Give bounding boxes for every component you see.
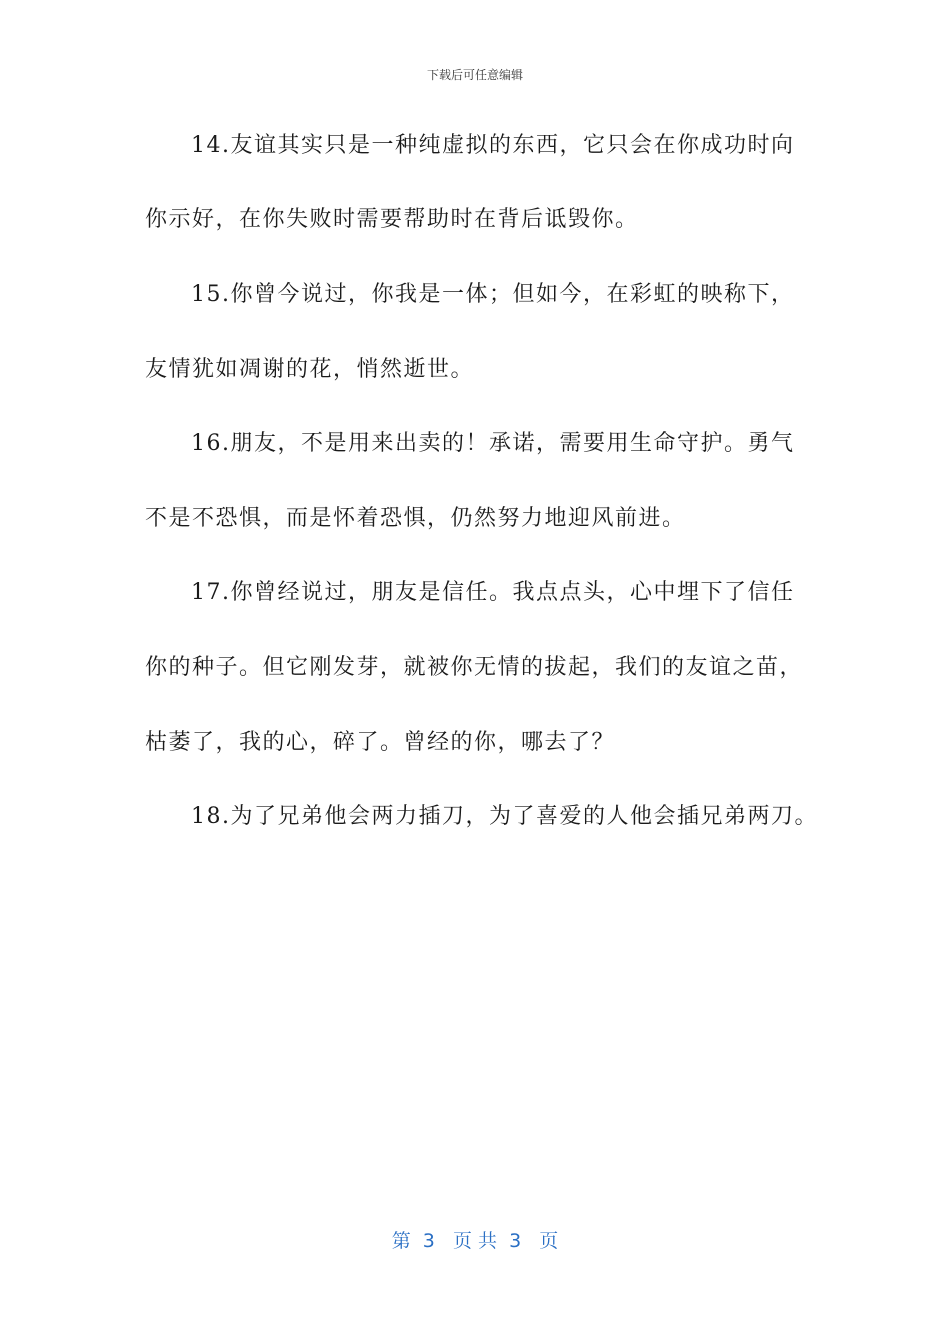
page-footer-page-number: 第 3 页 共 3 页 [391,1230,559,1252]
paragraph-14-line-2: 你示好，在你失败时需要帮助时在背后诋毁你。 [145,207,639,232]
paragraph-18-line-1: 18.为了兄弟他会两力插刀，为了喜爱的人他会插兄弟两刀。 [191,804,818,829]
paragraph-16-line-1: 16.朋友，不是用来出卖的！承诺，需要用生命守护。勇气 [191,431,795,456]
paragraph-15-line-1: 15.你曾今说过，你我是一体；但如今，在彩虹的映称下， [191,282,795,307]
paragraph-17-line-1: 17.你曾经说过，朋友是信任。我点点头，心中埋下了信任 [191,580,795,605]
paragraph-17-line-2: 你的种子。但它刚发芽，就被你无情的拔起，我们的友谊之苗， [145,655,804,680]
page-header: 下载后可任意编辑 [426,68,523,82]
paragraph-15-line-2: 友情犹如凋谢的花，悄然逝世。 [145,357,475,382]
paragraph-16-line-2: 不是不恐惧，而是怀着恐惧，仍然努力地迎风前进。 [145,506,686,531]
paragraph-17-line-3: 枯萎了，我的心，碎了。曾经的你，哪去了？ [145,730,616,755]
paragraph-14-line-1: 14.友谊其实只是一种纯虚拟的东西，它只会在你成功时向 [191,133,795,158]
